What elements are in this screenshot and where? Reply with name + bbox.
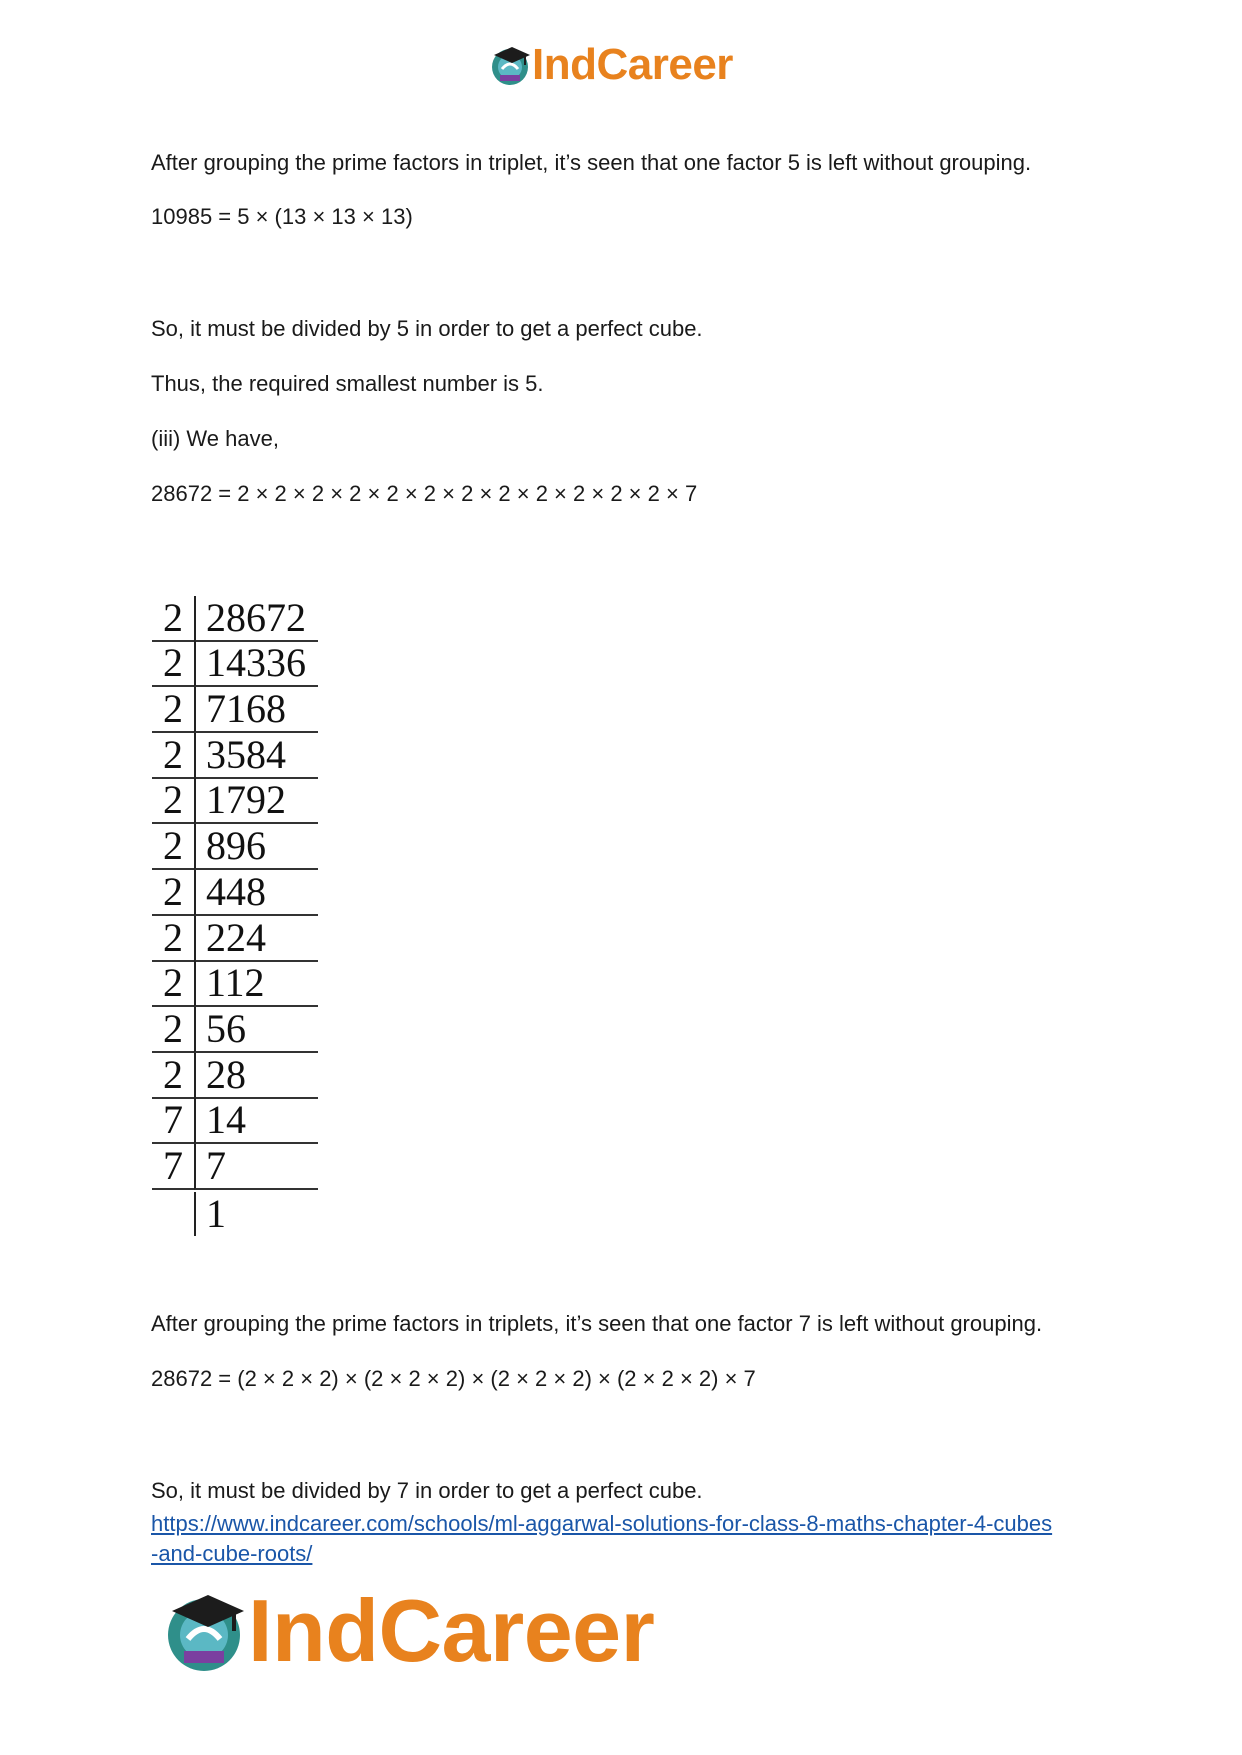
ladder-value: 1792 [194, 778, 318, 824]
ladder-divisor: 2 [152, 596, 194, 642]
ladder-row [152, 779, 318, 825]
graduation-globe-icon [488, 43, 532, 87]
ladder-row [152, 1053, 318, 1099]
ladder-value: 28672 [194, 596, 318, 642]
ladder-row [152, 596, 318, 642]
source-link-line-1: https://www.indcareer.com/schools/ml-aggarwal-solutions-for-class-8-maths-chapter-4-cubes [151, 1511, 1053, 1536]
ladder-row [152, 870, 318, 916]
ladder-divisor: 2 [152, 1007, 194, 1053]
ladder-value: 112 [194, 961, 318, 1007]
ladder-value: 14336 [194, 641, 318, 687]
ladder-row [152, 733, 318, 779]
ladder-row [152, 1007, 318, 1053]
ladder-value: 7 [194, 1144, 318, 1190]
graduation-globe-icon [160, 1587, 248, 1675]
paragraph-3: So, it must be divided by 5 in order to get a perfect cube. [151, 316, 703, 341]
ladder-divisor: 7 [152, 1144, 194, 1190]
ladder-divisor: 2 [152, 870, 194, 916]
header-logo [488, 40, 733, 90]
ladder-value: 7168 [194, 687, 318, 733]
paragraph-5: (iii) We have, [151, 426, 279, 451]
ladder-divisor: 2 [152, 824, 194, 870]
ladder-divisor: 2 [152, 641, 194, 687]
paragraph-2: 10985 = 5 × (13 × 13 × 13) [151, 204, 413, 229]
ladder-divisor: 2 [152, 961, 194, 1007]
ladder-row [152, 824, 318, 870]
ladder-divisor: 2 [152, 1053, 194, 1099]
ladder-row [152, 642, 318, 688]
ladder-divisor: 2 [152, 687, 194, 733]
paragraph-8: 28672 = (2 × 2 × 2) × (2 × 2 × 2) × (2 × 2 × 2) × (2 × 2 × 2) × 7 [151, 1366, 756, 1391]
ladder-divisor: 7 [152, 1098, 194, 1144]
paragraph-6: 28672 = 2 × 2 × 2 × 2 × 2 × 2 × 2 × 2 × 2 × 2 × 2 × 2 × 7 [151, 481, 698, 506]
ladder-row [152, 1099, 318, 1145]
source-link-line-2: -and-cube-roots/ [151, 1541, 313, 1566]
ladder-value: 14 [194, 1098, 318, 1144]
ladder-row [152, 916, 318, 962]
source-link[interactable] [151, 1509, 1111, 1569]
ladder-value: 28 [194, 1053, 318, 1099]
ladder-value: 448 [194, 870, 318, 916]
ladder-row [152, 1190, 318, 1236]
footer-logo [160, 1580, 654, 1682]
ladder-divisor: 2 [152, 733, 194, 779]
ladder-row [152, 962, 318, 1008]
ladder-value: 56 [194, 1007, 318, 1053]
ladder-value: 1 [194, 1192, 318, 1236]
division-ladder [152, 596, 318, 1236]
ladder-divisor: 2 [152, 778, 194, 824]
ladder-value: 224 [194, 916, 318, 962]
paragraph-9: So, it must be divided by 7 in order to get a perfect cube. [151, 1478, 703, 1503]
ladder-divisor: 2 [152, 916, 194, 962]
paragraph-4: Thus, the required smallest number is 5. [151, 371, 544, 396]
ladder-value: 896 [194, 824, 318, 870]
ladder-row [152, 1144, 318, 1190]
ladder-row [152, 687, 318, 733]
logo-wordmark: IndCareer [532, 40, 733, 89]
logo-wordmark: IndCareer [248, 1581, 655, 1680]
paragraph-7: After grouping the prime factors in triplets, it’s seen that one factor 7 is left without grouping. [151, 1311, 1043, 1336]
paragraph-1: After grouping the prime factors in triplet, it’s seen that one factor 5 is left without grouping. [151, 150, 1032, 175]
ladder-value: 3584 [194, 733, 318, 779]
